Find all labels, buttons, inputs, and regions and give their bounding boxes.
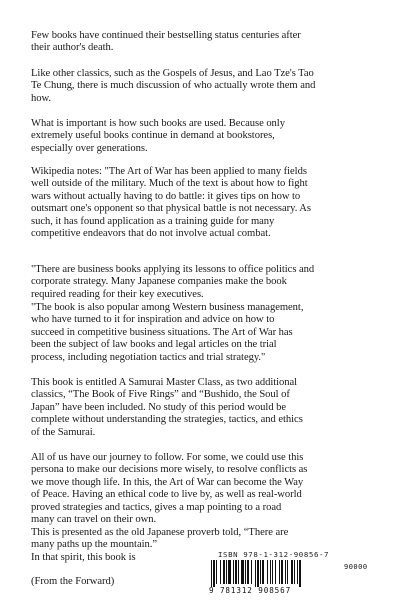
barcode-digits: 9 781312 908567 — [209, 586, 292, 595]
barcode-bar — [275, 560, 276, 584]
barcode-bar — [213, 560, 215, 587]
barcode-bar — [287, 560, 288, 584]
barcode-bar — [299, 560, 301, 587]
barcode-bar — [238, 560, 239, 584]
paragraph-spirit: In that spirit, this book is — [31, 552, 136, 563]
paragraph-western-management: "The book is also popular among Western business management, who have turned to it for inspiration and advice on how to succeed in competitive business situations. The Art of War has been the subject of law books and legal articles on the trial process, including negotiation tactics and trial strategy." — [31, 302, 304, 363]
barcode-bar — [247, 560, 249, 584]
paragraph-journey: All of us have our journey to follow. For some, we could use this persona to make our decisions more wisely, to resolve conflicts as we move though life. In this, the Art of War can become the Way of Peace. Having an ethical code to live by, as well as real-world proved strategies and tactics, gives a map pointing to a road many can travel on their own. — [31, 452, 308, 526]
barcode-bar — [279, 560, 280, 584]
paragraph-usage: What is important is how such books are used. Because only extremely useful books continue in demand at bookstores, especially over generations. — [31, 118, 285, 154]
paragraph-wikipedia-quote: Wikipedia notes: "The Art of War has been applied to many fields well outside of the military. Much of the text is about how to fight wars without actually having to do battle: it gives tips on how to outsmart one's opponent so that physical battle is not necessary. As such, it has found application as a training guide for many competitive endeavors that do not involve actual combat. — [31, 166, 311, 240]
barcode-bar — [260, 560, 261, 584]
paragraph-from-forward: (From the Forward) — [31, 576, 115, 587]
paragraph-samurai-master-class: This book is entitled A Samurai Master Class, as two additional classics, “The Book of Five Rings” and “Bushido, the Soul of Japan” have been included. No study of this period would be complete without understanding the strategies, tactics, and ethics of the Samurai. — [31, 377, 303, 438]
barcode-bar — [233, 560, 234, 584]
barcode-bar — [251, 560, 252, 584]
paragraph-classics: Like other classics, such as the Gospels of Jesus, and Lao Tze's Tao Te Chung, there is much discussion of who actually wrote them and how. — [31, 68, 316, 104]
barcode-bar — [216, 560, 217, 584]
price-code: 90000 — [344, 563, 368, 571]
barcode-bar — [228, 560, 231, 584]
barcode-bar — [255, 560, 256, 587]
barcode-bar — [245, 560, 246, 584]
barcode-bar — [262, 560, 264, 584]
barcode-bar — [241, 560, 244, 584]
barcode-bar — [220, 560, 221, 584]
barcode-bar — [291, 560, 293, 584]
paragraph-proverb: This is presented as the old Japanese proverb told, “There are many paths up the mountain.” — [31, 527, 289, 551]
barcode-bar — [223, 560, 225, 584]
barcode-bar — [272, 560, 273, 584]
barcode-bar — [297, 560, 298, 584]
barcode-bar — [235, 560, 237, 584]
isbn-label: ISBN 978-1-312-90856-7 — [218, 550, 330, 559]
isbn-barcode-block — [207, 550, 377, 598]
barcode-bar — [285, 560, 286, 584]
barcode-icon — [207, 560, 341, 587]
barcode-bar — [226, 560, 227, 584]
barcode-bar — [211, 560, 212, 587]
barcode-bar — [281, 560, 283, 584]
barcode-bar — [267, 560, 268, 584]
barcode-bar — [294, 560, 295, 584]
barcode-bar — [270, 560, 271, 584]
paragraph-business-books: "There are business books applying its lessons to office politics and corporate strategy. Many Japanese companies make the book required reading for their key executives. — [31, 264, 315, 300]
paragraph-bestselling: Few books have continued their bestselling status centuries after their author's death. — [31, 30, 301, 54]
barcode-bar — [257, 560, 259, 587]
